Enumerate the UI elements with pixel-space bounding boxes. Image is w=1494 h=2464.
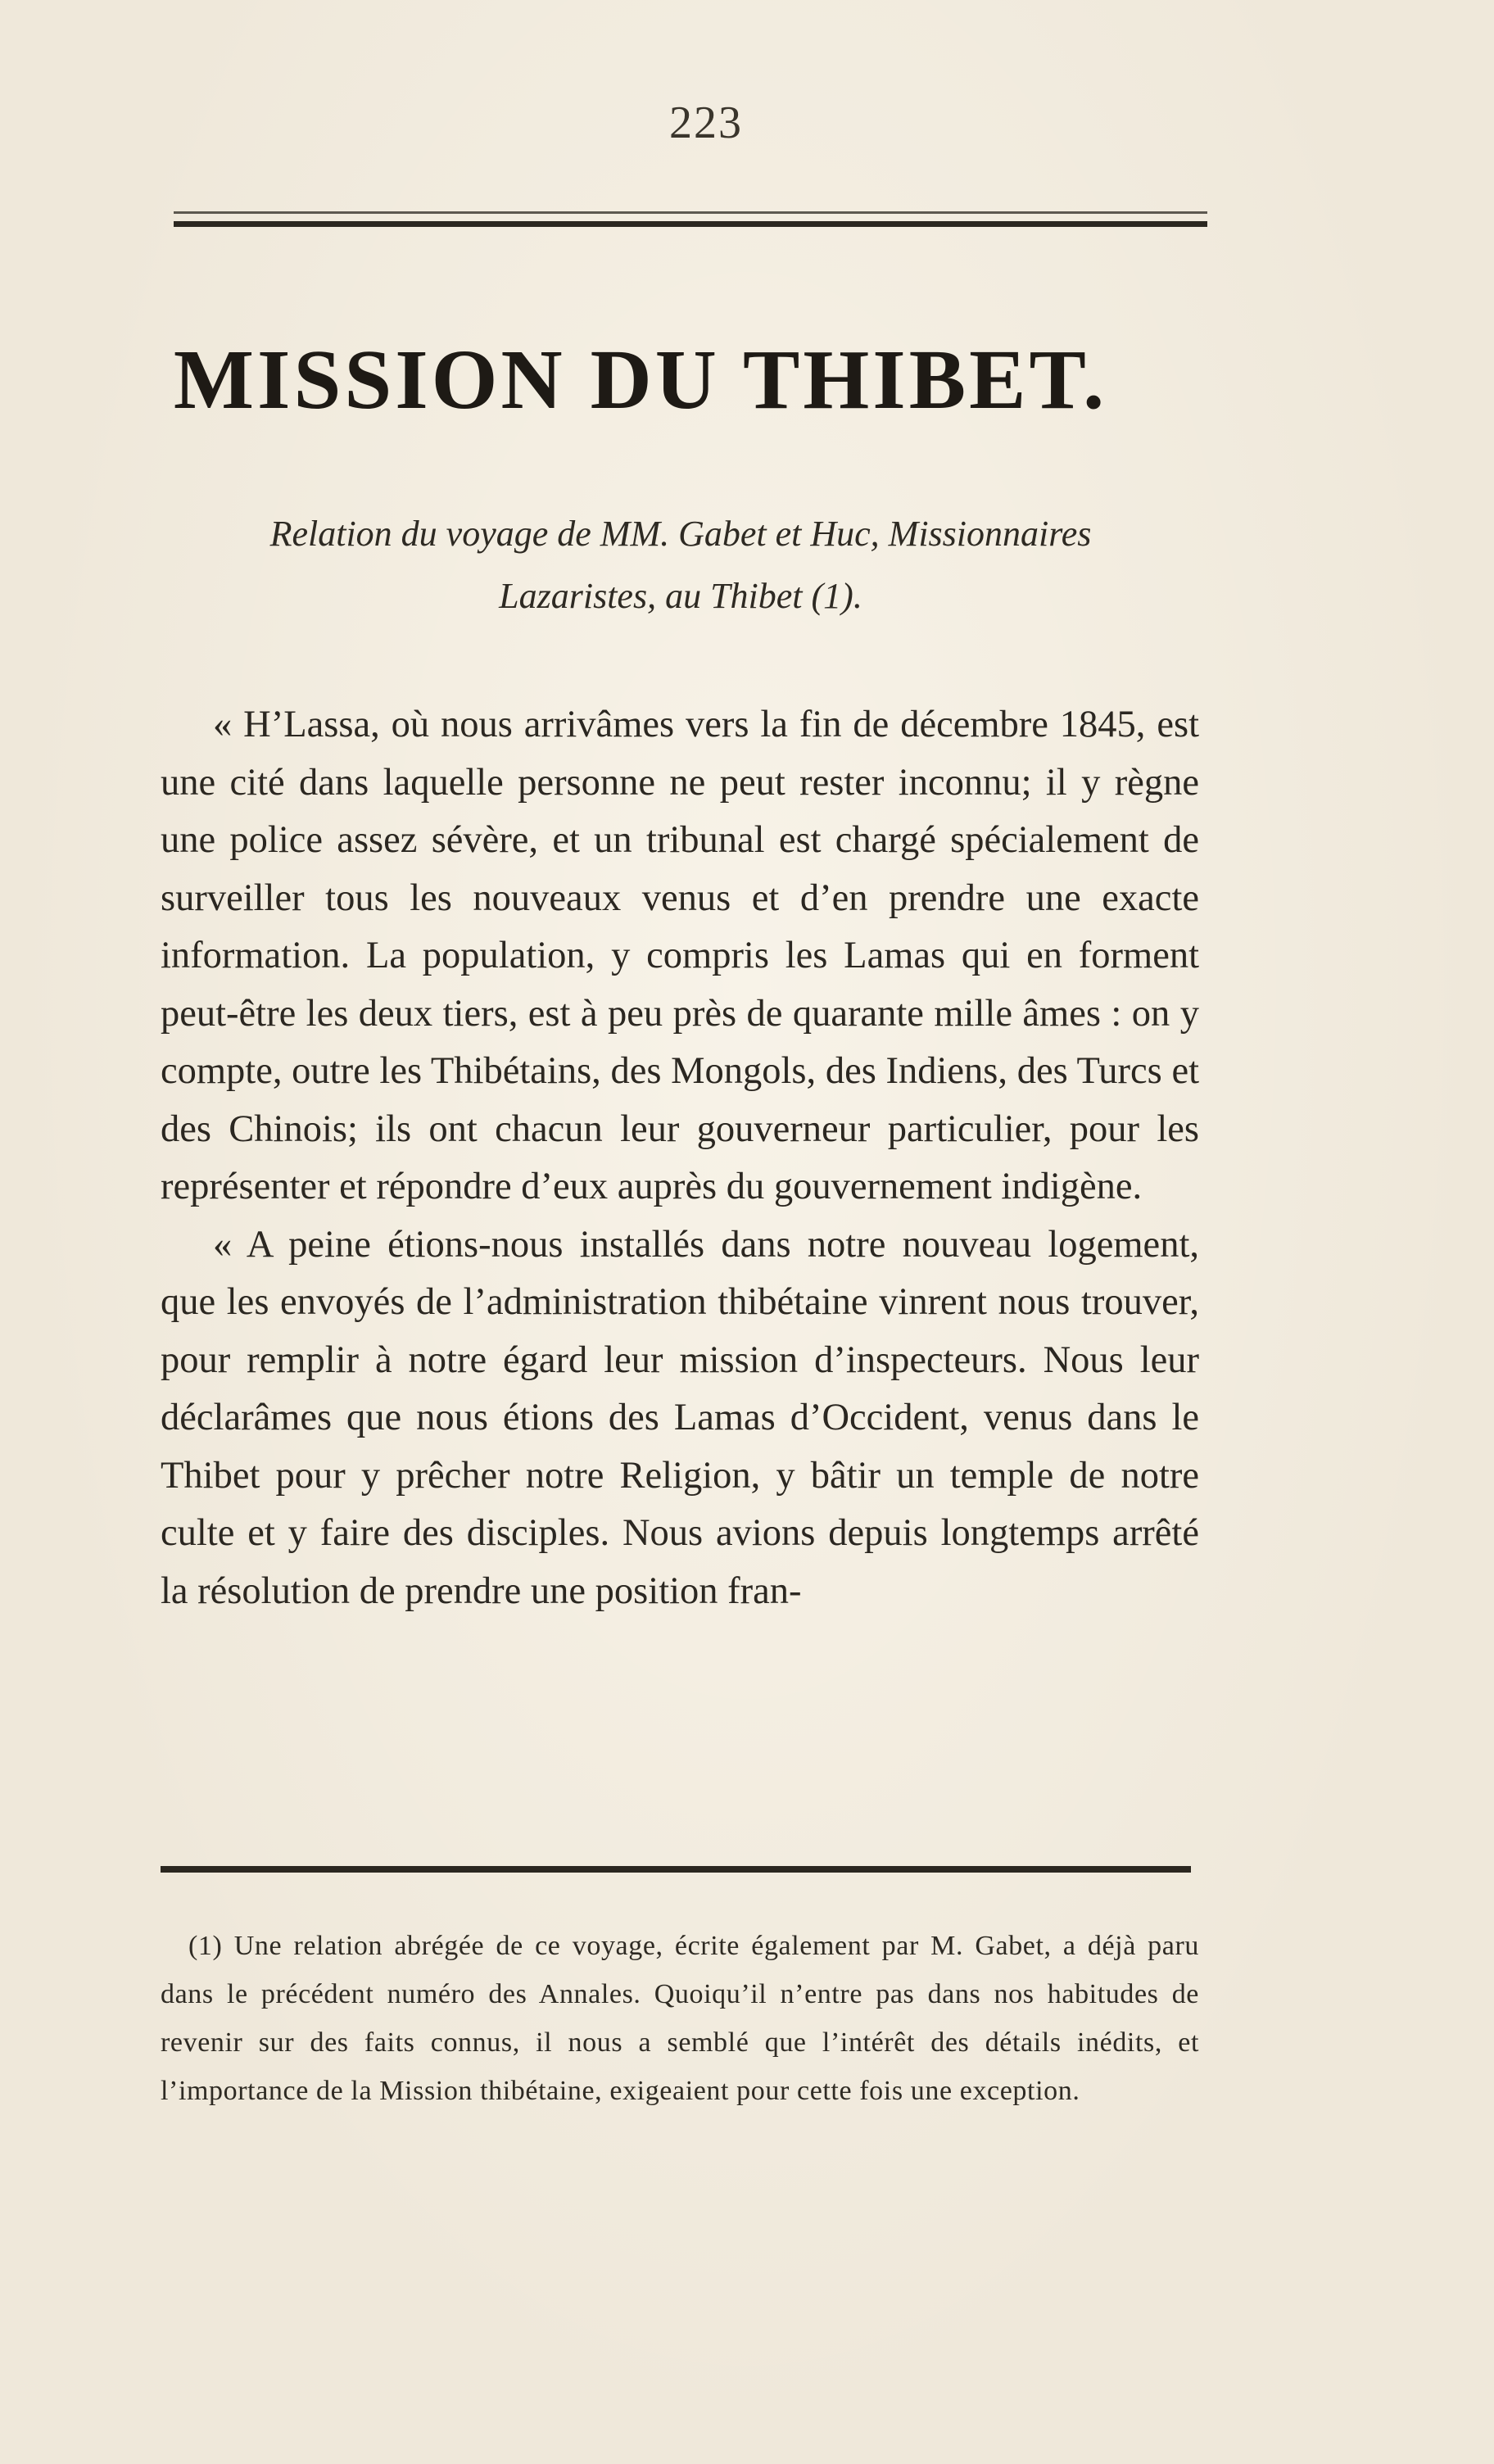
paragraph-1: « H’Lassa, où nous arrivâmes vers la fin de décembre 1845, est une cité dans laquelle personne ne peut rester inconnu; il y règne une police assez sévère, et un tribunal est chargé spécialement de surveiller tous les nouveaux venus et d’en prendre une exacte information. La population, y compris les Lamas qui en forment peut-être les deux tiers, est à peu près de quarante mille âmes : on y compte, outre les Thibétains, des Mongols, des Indiens, des Turcs et des Chinois; ils ont chacun leur gouverneur particulier, pour les représenter et répondre d’eux auprès du gouvernement indigène. bbox=[161, 704, 1199, 1207]
paragraph-2: « A peine étions-nous installés dans notre nouveau logement, que les envoyés de l’administration thibétaine vinrent nous trouver, pour remplir à notre égard leur mission d’inspecteurs. Nous leur déclarâmes que nous étions des Lamas d’Occident, venus dans le Thibet pour y prêcher notre Religion, y bâtir un temple de notre culte et y faire des disciples. Nous avions depuis longtemps arrêté la résolution de prendre une position fran- bbox=[161, 1223, 1199, 1612]
subtitle-line-2: Lazaristes, au Thibet (1). bbox=[499, 576, 862, 616]
footnote bbox=[161, 1922, 1199, 2115]
subtitle-line-1: Relation du voyage de MM. Gabet et Huc, Missionnaires bbox=[269, 514, 1092, 554]
chapter-subtitle bbox=[161, 503, 1201, 627]
footnote-text: (1) Une relation abrégée de ce voyage, écrite également par M. Gabet, a déjà paru dans le précédent numéro des Annales. Quoiqu’il n’entre pas dans nos habitudes de revenir sur des faits connus, il nous a semblé que l’intérêt des détails inédits, et l’importance de la Mission thibétaine, exigeaient pour cette fois une exception. bbox=[161, 1931, 1199, 2106]
page-number: 223 bbox=[669, 97, 743, 148]
footnote-separator-rule bbox=[161, 1866, 1191, 1873]
chapter-title: MISSION DU THIBET. bbox=[173, 333, 1108, 427]
body-text bbox=[161, 696, 1199, 1620]
header-rule-thin bbox=[174, 211, 1207, 214]
header-rule-thick bbox=[174, 221, 1207, 227]
